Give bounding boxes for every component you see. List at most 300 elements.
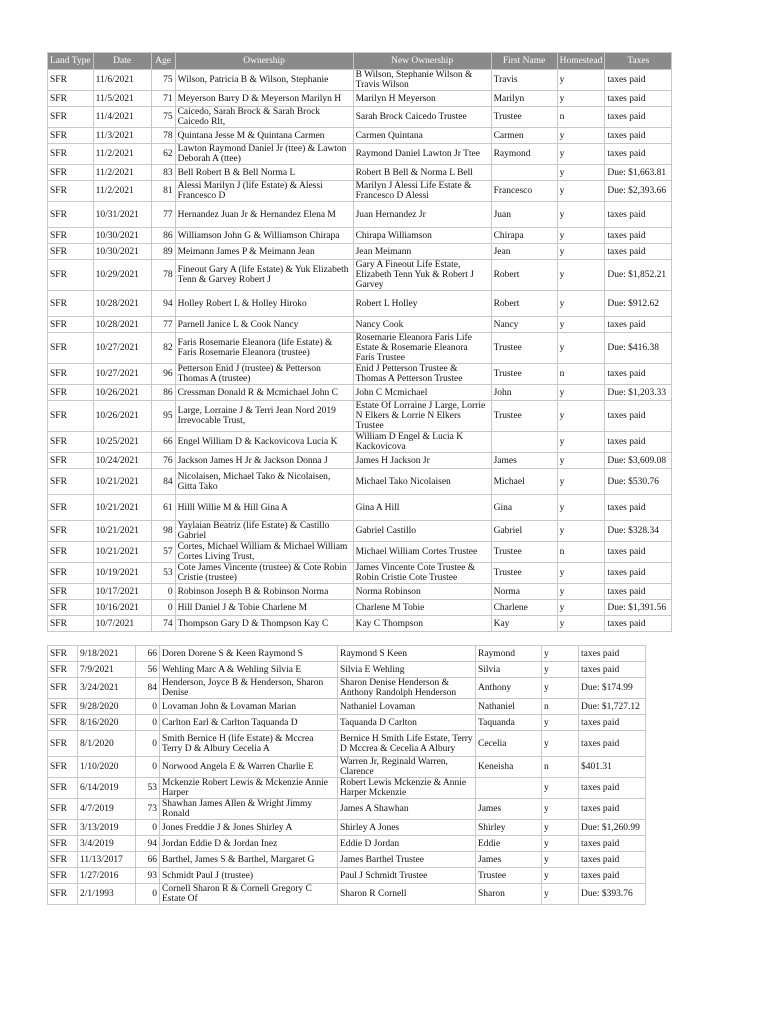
cell-type: SFR — [48, 868, 78, 884]
cell-date: 1/10/2020 — [78, 757, 136, 778]
cell-first-name: Raymond — [476, 646, 542, 662]
cell-age: 0 — [136, 699, 160, 715]
cell-ownership: Jordan Eddie D & Jordan Inez — [160, 836, 338, 852]
cell-date: 10/27/2021 — [93, 333, 151, 364]
cell-ownership: Meyerson Barry D & Meyerson Marilyn H — [175, 91, 353, 107]
table-row — [48, 521, 672, 542]
cell-age: 0 — [151, 600, 175, 616]
cell-age: 86 — [151, 228, 175, 244]
cell-age: 57 — [151, 542, 175, 563]
table-row — [48, 699, 646, 715]
cell-new-ownership: Raymond Daniel Lawton Jr Ttee — [353, 144, 491, 165]
table-row — [48, 715, 646, 731]
cell-taxes: Due: $416.38 — [605, 333, 672, 364]
cell-date: 10/19/2021 — [93, 563, 151, 584]
cell-age: 66 — [151, 432, 175, 453]
cell-age: 0 — [151, 584, 175, 600]
cell-taxes: taxes paid — [605, 317, 672, 333]
cell-first-name: Silvia — [476, 662, 542, 678]
cell-homestead: y — [542, 799, 579, 820]
table-row — [48, 731, 646, 757]
cell-date: 10/25/2021 — [93, 432, 151, 453]
cell-type: SFR — [48, 852, 78, 868]
cell-taxes: Due: $174.99 — [579, 678, 646, 699]
cell-date: 11/2/2021 — [93, 165, 151, 181]
cell-type: SFR — [48, 107, 94, 128]
cell-age: 0 — [136, 731, 160, 757]
cell-first-name: John — [491, 385, 557, 401]
cell-homestead: n — [557, 364, 605, 385]
cell-type: SFR — [48, 165, 94, 181]
header-homestead: Homestead — [557, 53, 605, 70]
cell-first-name: Shirley — [476, 820, 542, 836]
cell-new-ownership: Bernice H Smith Life Estate, Terry D Mccrea & Cecelia A Albury — [338, 731, 476, 757]
cell-date: 10/30/2021 — [93, 228, 151, 244]
cell-new-ownership: Rosemarie Eleanora Faris Life Estate & Rosemarie Eleanora Faris Trustee — [353, 333, 491, 364]
cell-ownership: Hernandez Juan Jr & Hernandez Elena M — [175, 202, 353, 228]
cell-date: 10/26/2021 — [93, 385, 151, 401]
cell-homestead: y — [542, 778, 579, 799]
cell-first-name: Gabriel — [491, 521, 557, 542]
cell-type: SFR — [48, 563, 94, 584]
cell-new-ownership: Juan Hernandez Jr — [353, 202, 491, 228]
cell-first-name: Gina — [491, 495, 557, 521]
cell-ownership: Cortes, Michael William & Michael William Cortes Living Trust, — [175, 542, 353, 563]
cell-first-name: Trustee — [476, 868, 542, 884]
cell-ownership: Alessi Marilyn J (life Estate) & Alessi Francesco D — [175, 181, 353, 202]
cell-age: 0 — [136, 715, 160, 731]
cell-date: 10/21/2021 — [93, 495, 151, 521]
cell-type: SFR — [48, 317, 94, 333]
cell-first-name: Carmen — [491, 128, 557, 144]
cell-type: SFR — [48, 181, 94, 202]
table-row — [48, 836, 646, 852]
cell-taxes: taxes paid — [605, 542, 672, 563]
cell-ownership: Schmidt Paul J (trustee) — [160, 868, 338, 884]
cell-first-name: Jean — [491, 244, 557, 260]
cell-ownership: Robinson Joseph B & Robinson Norma — [175, 584, 353, 600]
cell-first-name: Trustee — [491, 542, 557, 563]
cell-new-ownership: Gina A Hill — [353, 495, 491, 521]
cell-type: SFR — [48, 291, 94, 317]
cell-ownership: Mckenzie Robert Lewis & Mckenzie Annie Harper — [160, 778, 338, 799]
cell-first-name — [476, 778, 542, 799]
cell-date: 10/21/2021 — [93, 521, 151, 542]
header-ownership: Ownership — [175, 53, 353, 70]
cell-taxes: taxes paid — [605, 128, 672, 144]
table-row — [48, 364, 672, 385]
table-row — [48, 678, 646, 699]
table-row — [48, 646, 646, 662]
cell-ownership: Doren Dorene S & Keen Raymond S — [160, 646, 338, 662]
table-header — [48, 53, 672, 70]
table-row — [48, 317, 672, 333]
cell-type: SFR — [48, 333, 94, 364]
cell-first-name — [491, 432, 557, 453]
cell-type: SFR — [48, 715, 78, 731]
cell-age: 84 — [151, 469, 175, 495]
cell-age: 56 — [136, 662, 160, 678]
cell-new-ownership: Nancy Cook — [353, 317, 491, 333]
cell-ownership: Caicedo, Sarah Brock & Sarah Brock Caicedo Rlt, — [175, 107, 353, 128]
cell-homestead: y — [542, 731, 579, 757]
cell-type: SFR — [48, 70, 94, 91]
cell-age: 53 — [151, 563, 175, 584]
cell-taxes: taxes paid — [605, 616, 672, 632]
table-row — [48, 616, 672, 632]
cell-homestead: y — [542, 678, 579, 699]
cell-type: SFR — [48, 778, 78, 799]
cell-first-name: Sharon — [476, 884, 542, 905]
cell-homestead: y — [557, 91, 605, 107]
cell-type: SFR — [48, 244, 94, 260]
cell-first-name: Nathaniel — [476, 699, 542, 715]
cell-ownership: Lawton Raymond Daniel Jr (ttee) & Lawton Deborah A (ttee) — [175, 144, 353, 165]
cell-homestead: n — [557, 542, 605, 563]
cell-date: 6/14/2019 — [78, 778, 136, 799]
cell-age: 0 — [136, 757, 160, 778]
cell-taxes: Due: $1,852.21 — [605, 260, 672, 291]
table-body-bottom — [48, 646, 646, 905]
cell-date: 4/7/2019 — [78, 799, 136, 820]
cell-ownership: Cornell Sharon R & Cornell Gregory C Estate Of — [160, 884, 338, 905]
cell-new-ownership: Gabriel Castillo — [353, 521, 491, 542]
cell-first-name: Nancy — [491, 317, 557, 333]
cell-new-ownership: Norma Robinson — [353, 584, 491, 600]
cell-new-ownership: Marilyn J Alessi Life Estate & Francesco D Alessi — [353, 181, 491, 202]
cell-type: SFR — [48, 202, 94, 228]
cell-ownership: Yaylaian Beatriz (life Estate) & Castillo Gabriel — [175, 521, 353, 542]
cell-taxes: taxes paid — [605, 91, 672, 107]
cell-new-ownership: Robert B Bell & Norma L Bell — [353, 165, 491, 181]
cell-type: SFR — [48, 757, 78, 778]
cell-taxes: Due: $393.76 — [579, 884, 646, 905]
cell-homestead: y — [557, 401, 605, 432]
cell-homestead: y — [557, 453, 605, 469]
cell-ownership: Parnell Janice L & Cook Nancy — [175, 317, 353, 333]
cell-date: 10/21/2021 — [93, 542, 151, 563]
cell-homestead: n — [542, 699, 579, 715]
cell-homestead: y — [557, 144, 605, 165]
cell-type: SFR — [48, 521, 94, 542]
cell-ownership: Meimann James P & Meimann Jean — [175, 244, 353, 260]
cell-taxes: taxes paid — [605, 70, 672, 91]
cell-taxes: taxes paid — [605, 202, 672, 228]
cell-date: 3/4/2019 — [78, 836, 136, 852]
cell-homestead: y — [542, 852, 579, 868]
cell-date: 11/5/2021 — [93, 91, 151, 107]
cell-first-name: Francesco — [491, 181, 557, 202]
cell-type: SFR — [48, 542, 94, 563]
table-row — [48, 144, 672, 165]
cell-ownership: Bell Robert B & Bell Norma L — [175, 165, 353, 181]
cell-first-name: Robert — [491, 291, 557, 317]
cell-homestead: y — [542, 868, 579, 884]
header-new-ownership: New Ownership — [353, 53, 491, 70]
cell-new-ownership: James Barthel Trustee — [338, 852, 476, 868]
cell-homestead: y — [557, 521, 605, 542]
cell-homestead: y — [557, 291, 605, 317]
cell-first-name: Juan — [491, 202, 557, 228]
cell-taxes: taxes paid — [605, 107, 672, 128]
cell-type: SFR — [48, 678, 78, 699]
cell-type: SFR — [48, 799, 78, 820]
cell-new-ownership: Michael Tako Nicolaisen — [353, 469, 491, 495]
cell-date: 10/27/2021 — [93, 364, 151, 385]
cell-type: SFR — [48, 228, 94, 244]
cell-taxes: Due: $1,260.99 — [579, 820, 646, 836]
table-row — [48, 584, 672, 600]
cell-taxes: taxes paid — [605, 244, 672, 260]
table-row — [48, 852, 646, 868]
cell-ownership: Cressman Donald R & Mcmichael John C — [175, 385, 353, 401]
cell-homestead: y — [542, 715, 579, 731]
cell-type: SFR — [48, 616, 94, 632]
table-row — [48, 401, 672, 432]
table-row — [48, 542, 672, 563]
cell-age: 94 — [151, 291, 175, 317]
cell-age: 66 — [136, 852, 160, 868]
cell-age: 86 — [151, 385, 175, 401]
cell-new-ownership: Warren Jr, Reginald Warren, Clarence — [338, 757, 476, 778]
header-age: Age — [151, 53, 175, 70]
cell-homestead: y — [542, 836, 579, 852]
table-row — [48, 385, 672, 401]
cell-age: 62 — [151, 144, 175, 165]
cell-age: 81 — [151, 181, 175, 202]
cell-homestead: y — [557, 70, 605, 91]
cell-date: 10/28/2021 — [93, 317, 151, 333]
cell-homestead: y — [557, 202, 605, 228]
cell-type: SFR — [48, 584, 94, 600]
cell-first-name: Chirapa — [491, 228, 557, 244]
cell-ownership: Faris Rosemarie Eleanora (life Estate) & Faris Rosemarie Eleanora (trustee) — [175, 333, 353, 364]
cell-homestead: y — [542, 884, 579, 905]
cell-new-ownership: John C Mcmichael — [353, 385, 491, 401]
cell-taxes: taxes paid — [579, 715, 646, 731]
cell-type: SFR — [48, 699, 78, 715]
table-row — [48, 799, 646, 820]
cell-date: 2/1/1993 — [78, 884, 136, 905]
cell-date: 10/17/2021 — [93, 584, 151, 600]
table-row — [48, 70, 672, 91]
cell-date: 10/16/2021 — [93, 600, 151, 616]
cell-date: 11/3/2021 — [93, 128, 151, 144]
cell-type: SFR — [48, 385, 94, 401]
cell-age: 74 — [151, 616, 175, 632]
table-row — [48, 244, 672, 260]
table-row — [48, 884, 646, 905]
table-row — [48, 662, 646, 678]
cell-age: 77 — [151, 202, 175, 228]
cell-date: 10/7/2021 — [93, 616, 151, 632]
cell-ownership: Fineout Gary A (life Estate) & Yuk Elizabeth Tenn & Garvey Robert J — [175, 260, 353, 291]
cell-age: 71 — [151, 91, 175, 107]
cell-first-name: Cecelia — [476, 731, 542, 757]
cell-type: SFR — [48, 128, 94, 144]
cell-new-ownership: Carmen Quintana — [353, 128, 491, 144]
cell-taxes: taxes paid — [579, 778, 646, 799]
header-date: Date — [93, 53, 151, 70]
cell-ownership: Jackson James H Jr & Jackson Donna J — [175, 453, 353, 469]
cell-homestead: y — [557, 228, 605, 244]
cell-type: SFR — [48, 144, 94, 165]
cell-age: 94 — [136, 836, 160, 852]
cell-ownership: Williamson John G & Williamson Chirapa — [175, 228, 353, 244]
cell-age: 61 — [151, 495, 175, 521]
cell-date: 3/13/2019 — [78, 820, 136, 836]
cell-new-ownership: Michael William Cortes Trustee — [353, 542, 491, 563]
cell-new-ownership: Paul J Schmidt Trustee — [338, 868, 476, 884]
cell-ownership: Holley Robert L & Holley Hiroko — [175, 291, 353, 317]
cell-type: SFR — [48, 820, 78, 836]
cell-taxes: Due: $2,393.66 — [605, 181, 672, 202]
cell-ownership: Jones Freddie J & Jones Shirley A — [160, 820, 338, 836]
cell-taxes: Due: $1,391.56 — [605, 600, 672, 616]
cell-homestead: y — [542, 662, 579, 678]
cell-new-ownership: James H Jackson Jr — [353, 453, 491, 469]
table-row — [48, 128, 672, 144]
cell-date: 11/2/2021 — [93, 144, 151, 165]
cell-homestead: y — [557, 584, 605, 600]
cell-taxes: Due: $530.76 — [605, 469, 672, 495]
cell-ownership: Wilson, Patricia B & Wilson, Stephanie — [175, 70, 353, 91]
cell-taxes: Due: $328.34 — [605, 521, 672, 542]
cell-new-ownership: William D Engel & Lucia K Kackovicova — [353, 432, 491, 453]
cell-homestead: y — [542, 820, 579, 836]
cell-taxes: taxes paid — [579, 836, 646, 852]
header-first-name: First Name — [491, 53, 557, 70]
cell-type: SFR — [48, 453, 94, 469]
cell-ownership: Barthel, James S & Barthel, Margaret G — [160, 852, 338, 868]
cell-date: 8/1/2020 — [78, 731, 136, 757]
cell-homestead: y — [557, 600, 605, 616]
cell-ownership: Thompson Gary D & Thompson Kay C — [175, 616, 353, 632]
cell-homestead: y — [557, 385, 605, 401]
cell-first-name: Raymond — [491, 144, 557, 165]
header-taxes: Taxes — [605, 53, 672, 70]
cell-ownership: Engel William D & Kackovicova Lucia K — [175, 432, 353, 453]
cell-taxes: taxes paid — [579, 662, 646, 678]
cell-taxes: Due: $912.62 — [605, 291, 672, 317]
cell-date: 7/9/2021 — [78, 662, 136, 678]
cell-age: 0 — [136, 884, 160, 905]
property-table-top — [47, 52, 672, 632]
cell-first-name: Kay — [491, 616, 557, 632]
cell-first-name: Travis — [491, 70, 557, 91]
cell-type: SFR — [48, 662, 78, 678]
cell-type: SFR — [48, 469, 94, 495]
cell-taxes: taxes paid — [579, 852, 646, 868]
cell-homestead: n — [557, 107, 605, 128]
cell-first-name: Keneisha — [476, 757, 542, 778]
cell-new-ownership: Robert L Holley — [353, 291, 491, 317]
cell-date: 10/28/2021 — [93, 291, 151, 317]
cell-taxes: taxes paid — [605, 495, 672, 521]
table-row — [48, 453, 672, 469]
table-row — [48, 228, 672, 244]
cell-age: 93 — [136, 868, 160, 884]
cell-date: 10/30/2021 — [93, 244, 151, 260]
cell-first-name: Michael — [491, 469, 557, 495]
table-row — [48, 600, 672, 616]
cell-ownership: Cote James Vincente (trustee) & Cote Robin Cristie (trustee) — [175, 563, 353, 584]
cell-date: 1/27/2016 — [78, 868, 136, 884]
cell-first-name: Anthony — [476, 678, 542, 699]
cell-new-ownership: Gary A Fineout Life Estate, Elizabeth Tenn Yuk & Robert J Garvey — [353, 260, 491, 291]
cell-date: 11/6/2021 — [93, 70, 151, 91]
cell-taxes: taxes paid — [579, 731, 646, 757]
table-row — [48, 432, 672, 453]
cell-age: 77 — [151, 317, 175, 333]
cell-ownership: Nicolaisen, Michael Tako & Nicolaisen, Gitta Tako — [175, 469, 353, 495]
cell-homestead: y — [557, 260, 605, 291]
cell-new-ownership: Raymond S Keen — [338, 646, 476, 662]
cell-first-name: Trustee — [491, 364, 557, 385]
cell-date: 10/26/2021 — [93, 401, 151, 432]
cell-homestead: y — [557, 181, 605, 202]
cell-homestead: y — [557, 469, 605, 495]
table-row — [48, 495, 672, 521]
cell-type: SFR — [48, 401, 94, 432]
cell-type: SFR — [48, 91, 94, 107]
cell-first-name: James — [476, 852, 542, 868]
cell-ownership: Hilll Willie M & Hill Gina A — [175, 495, 353, 521]
cell-new-ownership: Sharon Denise Henderson & Anthony Randolph Henderson — [338, 678, 476, 699]
cell-first-name: Taquanda — [476, 715, 542, 731]
cell-ownership: Quintana Jesse M & Quintana Carmen — [175, 128, 353, 144]
cell-homestead: y — [557, 165, 605, 181]
cell-date: 3/24/2021 — [78, 678, 136, 699]
table-row — [48, 820, 646, 836]
cell-date: 10/29/2021 — [93, 260, 151, 291]
cell-ownership: Smith Bernice H (life Estate) & Mccrea Terry D & Albury Cecelia A — [160, 731, 338, 757]
cell-new-ownership: Chirapa Williamson — [353, 228, 491, 244]
cell-ownership: Henderson, Joyce B & Henderson, Sharon Denise — [160, 678, 338, 699]
cell-type: SFR — [48, 884, 78, 905]
table-row — [48, 107, 672, 128]
cell-date: 9/28/2020 — [78, 699, 136, 715]
cell-first-name — [491, 165, 557, 181]
cell-first-name: Trustee — [491, 333, 557, 364]
cell-new-ownership: B Wilson, Stephanie Wilson & Travis Wilson — [353, 70, 491, 91]
cell-new-ownership: Kay C Thompson — [353, 616, 491, 632]
property-table-bottom — [47, 645, 646, 905]
cell-first-name: Norma — [491, 584, 557, 600]
cell-ownership: Carlton Earl & Carlton Taquanda D — [160, 715, 338, 731]
cell-taxes: Due: $3,609.08 — [605, 453, 672, 469]
cell-type: SFR — [48, 731, 78, 757]
cell-age: 89 — [151, 244, 175, 260]
cell-homestead: y — [557, 317, 605, 333]
cell-first-name: Trustee — [491, 107, 557, 128]
cell-ownership: Petterson Enid J (trustee) & Petterson Thomas A (trustee) — [175, 364, 353, 385]
cell-taxes: taxes paid — [605, 563, 672, 584]
cell-new-ownership: James A Shawhan — [338, 799, 476, 820]
cell-age: 98 — [151, 521, 175, 542]
cell-new-ownership: Silvia E Wehling — [338, 662, 476, 678]
table-row — [48, 469, 672, 495]
cell-taxes: taxes paid — [605, 401, 672, 432]
cell-new-ownership: Jean Meimann — [353, 244, 491, 260]
cell-type: SFR — [48, 432, 94, 453]
cell-type: SFR — [48, 364, 94, 385]
cell-new-ownership: James Vincente Cote Trustee & Robin Cristie Cote Trustee — [353, 563, 491, 584]
cell-homestead: y — [557, 128, 605, 144]
cell-type: SFR — [48, 646, 78, 662]
cell-taxes: taxes paid — [605, 432, 672, 453]
cell-homestead: y — [557, 563, 605, 584]
